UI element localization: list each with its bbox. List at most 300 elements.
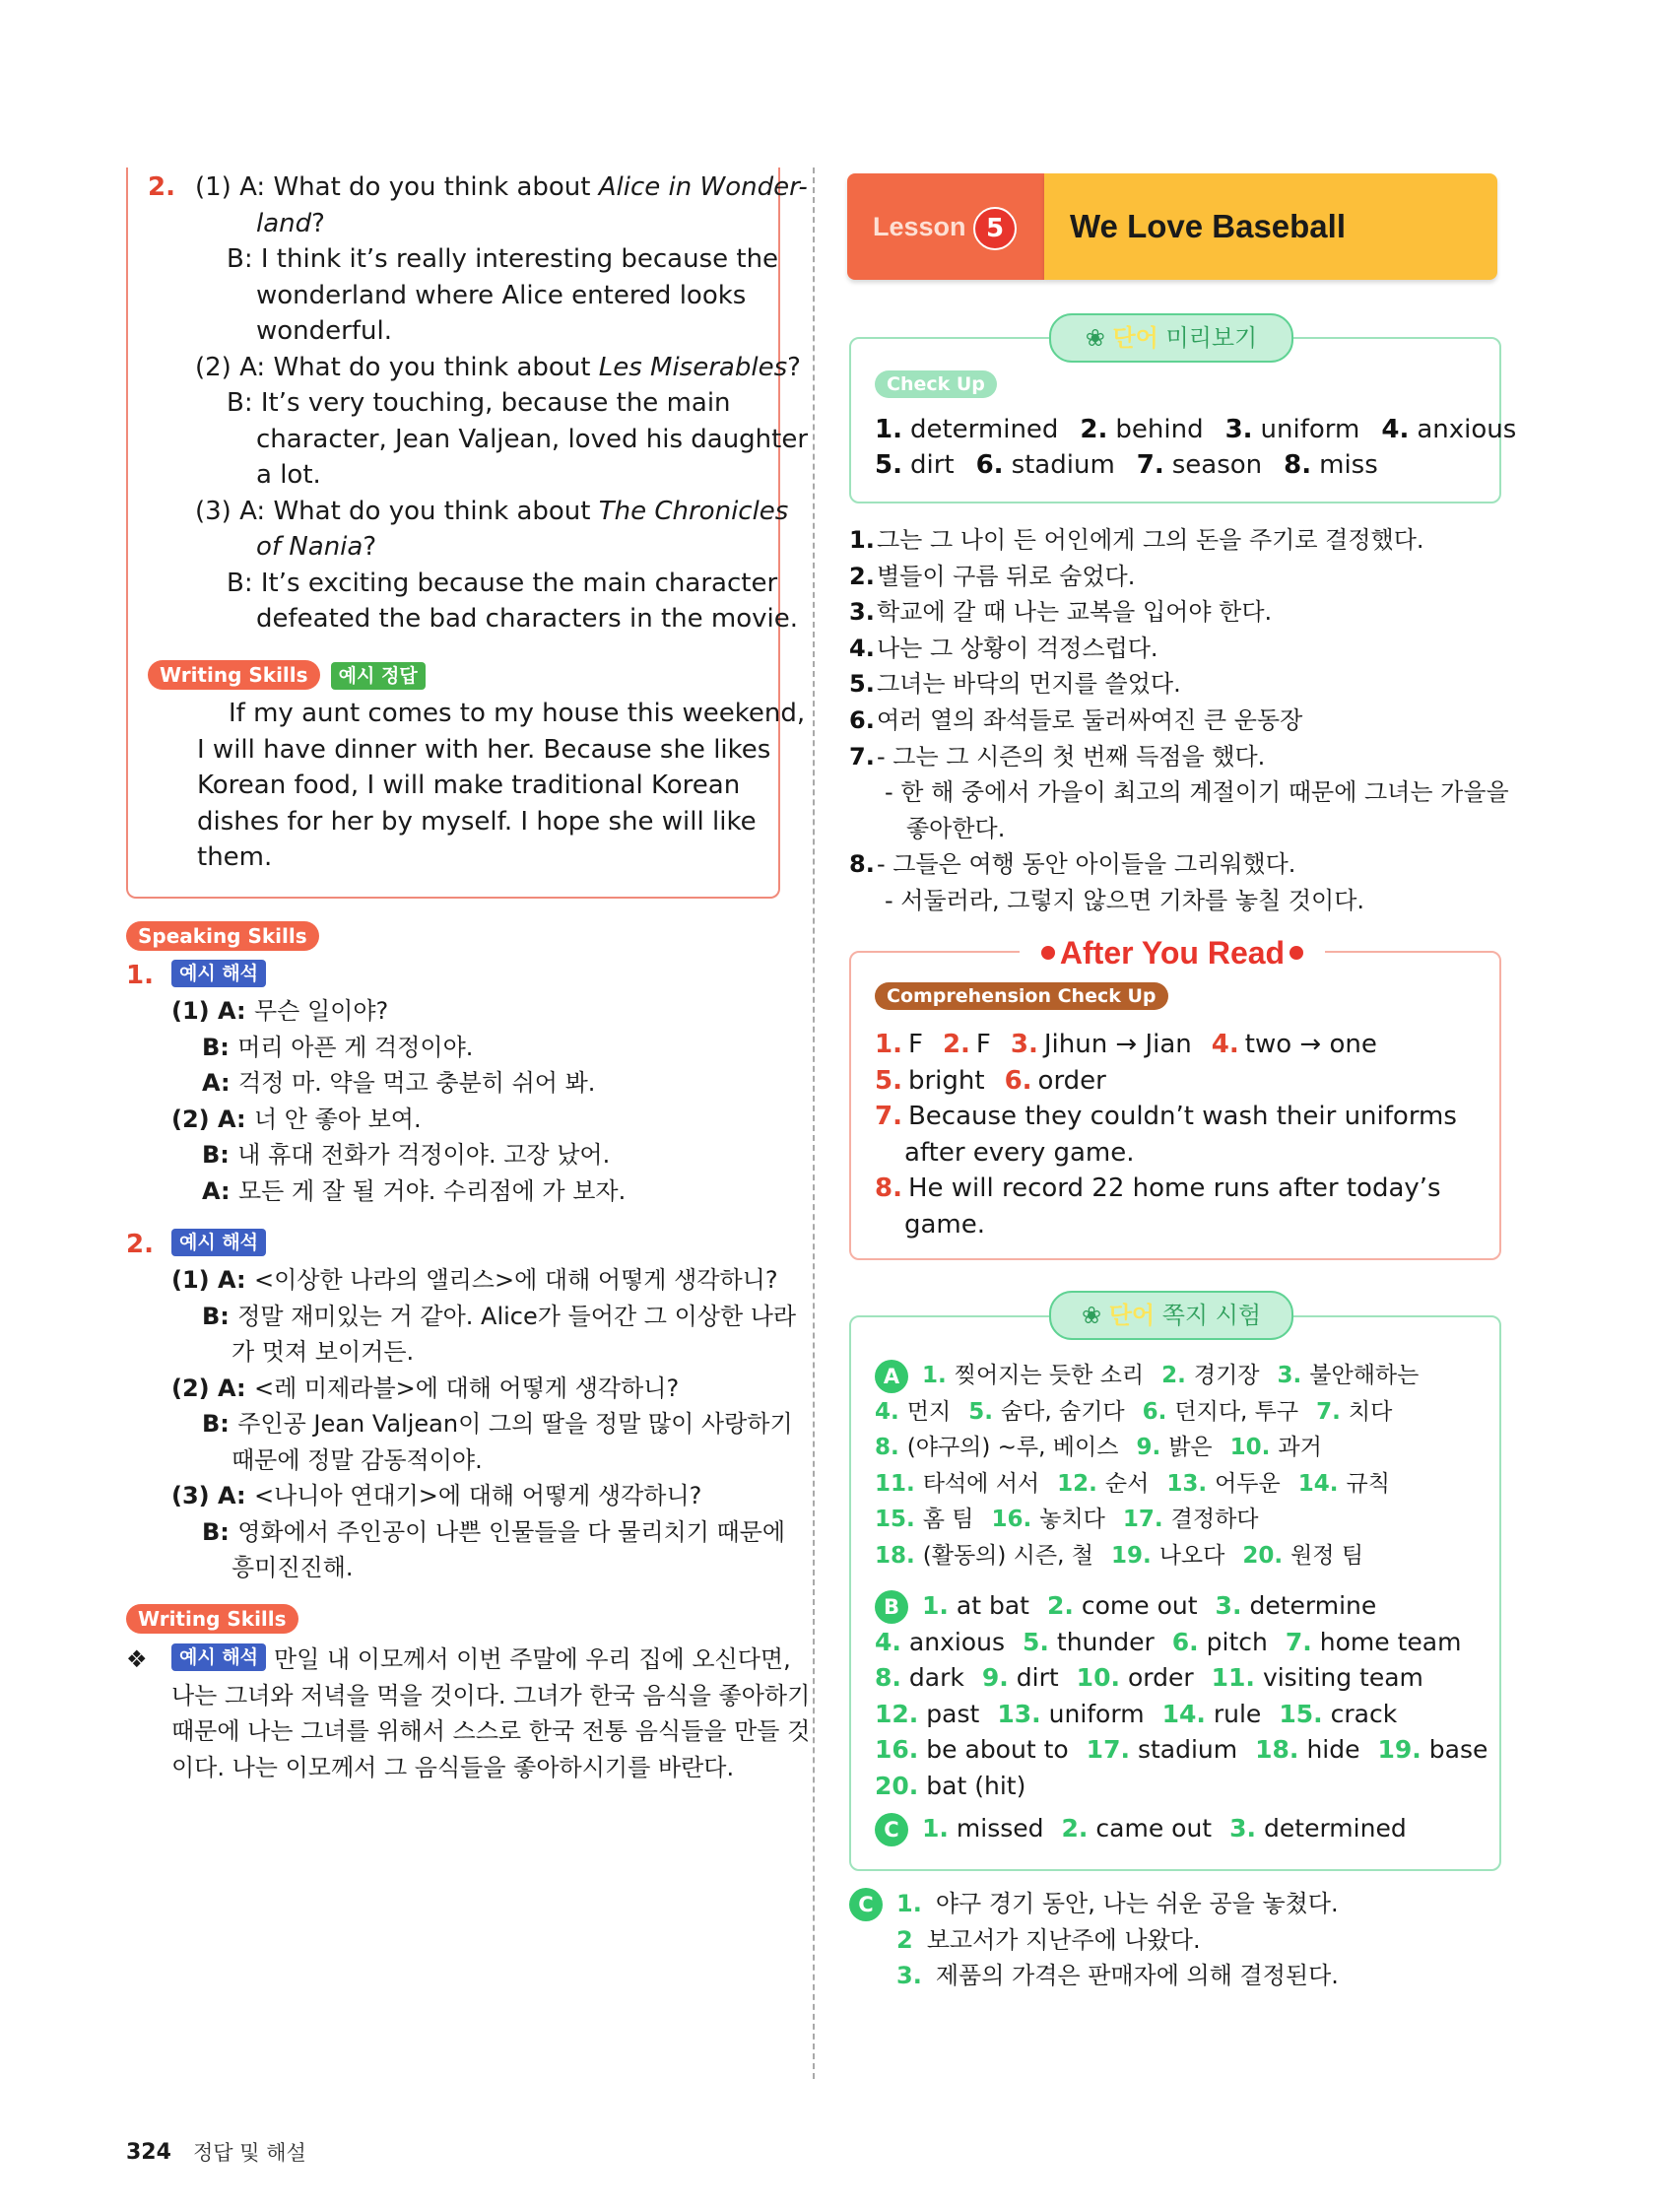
item-text: missed bbox=[956, 1814, 1044, 1843]
item-number: 3. bbox=[1224, 415, 1253, 444]
item-text: behind bbox=[1115, 415, 1204, 444]
item-number: 3. bbox=[1215, 1591, 1242, 1620]
item-number: 18. bbox=[875, 1542, 915, 1569]
section-badge: B bbox=[875, 1590, 908, 1624]
item-number: 2. bbox=[1046, 1591, 1074, 1620]
writing-line: dishes for her by myself. I hope she will like bbox=[197, 806, 757, 837]
item-text: anxious bbox=[908, 1627, 1005, 1656]
quiz-row bbox=[875, 1697, 1397, 1732]
item-number: 8. bbox=[875, 1663, 901, 1692]
item-text: order bbox=[1127, 1663, 1194, 1692]
comp-row bbox=[875, 1171, 1441, 1206]
item-number: 16. bbox=[875, 1735, 919, 1764]
footer-label: 정답 및 해설 bbox=[193, 2141, 306, 2165]
column-divider bbox=[813, 168, 815, 2079]
item-text: 놓치다 bbox=[1039, 1507, 1105, 1532]
item-number: 1. bbox=[849, 526, 875, 554]
dialogue-line bbox=[227, 566, 777, 601]
item-number: 2. bbox=[942, 1030, 970, 1059]
word-quiz-title: ❀ 단어 쪽지 시험 bbox=[1049, 1291, 1293, 1340]
speaker-label: (2) A: bbox=[171, 1105, 254, 1133]
item-text: two → one bbox=[1244, 1030, 1377, 1059]
dialogue-line bbox=[195, 350, 801, 385]
comp-row bbox=[875, 1099, 1457, 1134]
line-text: 정말 재미있는 거 같아. Alice가 들어간 그 이상한 나라 bbox=[237, 1302, 797, 1330]
line-text: 가 멋져 보이거든. bbox=[231, 1338, 415, 1366]
item-text: bright bbox=[907, 1065, 985, 1096]
line-text: a lot. bbox=[256, 460, 321, 490]
item-number: 20. bbox=[875, 1771, 919, 1800]
item-text: be about to bbox=[926, 1735, 1069, 1764]
item-number: 7. bbox=[1136, 450, 1164, 480]
item-number: 1. bbox=[922, 1591, 949, 1620]
checkup-row-2 bbox=[875, 447, 1378, 483]
dialogue-line bbox=[231, 1550, 354, 1585]
item-text: 보고서가 지난주에 나왔다. bbox=[926, 1925, 1201, 1954]
comp-row bbox=[875, 1063, 1106, 1099]
line-text: 영화에서 주인공이 나쁜 인물들을 다 물리치기 때문에 bbox=[237, 1517, 786, 1546]
quiz-row bbox=[875, 1769, 1025, 1804]
speaker-label: A: bbox=[202, 1176, 238, 1205]
after-read-title: After You Read bbox=[1020, 931, 1325, 974]
quiz-row bbox=[875, 1430, 1322, 1465]
line-text: 너 안 좋아 보여. bbox=[253, 1105, 422, 1133]
item-text: rule bbox=[1213, 1699, 1262, 1728]
line-text: ? bbox=[311, 208, 325, 238]
sentence-line bbox=[849, 846, 1295, 882]
line-text: 머리 아픈 게 걱정이야. bbox=[237, 1033, 474, 1061]
sentence-line bbox=[849, 594, 1272, 630]
item-text: visiting team bbox=[1262, 1663, 1423, 1692]
item-number: 11. bbox=[1211, 1663, 1255, 1692]
speaker-label: (2) A: bbox=[171, 1374, 254, 1402]
item-text: crack bbox=[1330, 1699, 1398, 1728]
lesson-number-badge: 5 bbox=[973, 207, 1017, 250]
dialogue-line bbox=[256, 601, 798, 637]
line-text: What do you think about bbox=[273, 352, 599, 382]
lesson-banner bbox=[847, 173, 1497, 280]
quiz-row bbox=[875, 1732, 1488, 1768]
dialogue-line bbox=[256, 529, 376, 565]
sp2-number: 2. bbox=[126, 1230, 154, 1259]
item-number: 8. bbox=[1284, 450, 1312, 480]
item-number: 6. bbox=[1004, 1065, 1032, 1096]
item-number: 17. bbox=[1122, 1507, 1163, 1532]
sentence-line bbox=[885, 883, 1364, 918]
item-text: bat (hit) bbox=[926, 1771, 1026, 1800]
item-number: 14. bbox=[1161, 1699, 1206, 1728]
item-text: 나는 그 상황이 걱정스럽다. bbox=[877, 634, 1158, 662]
line-text: wonderland where Alice entered looks bbox=[256, 280, 747, 310]
item-text: Jihun → Jian bbox=[1043, 1030, 1192, 1059]
dialogue-line bbox=[202, 1514, 785, 1550]
dialogue-line bbox=[195, 169, 808, 205]
leaf-icon: ❀ bbox=[1085, 324, 1113, 352]
item-text: 치다 bbox=[1348, 1398, 1393, 1425]
item-text: determine bbox=[1249, 1591, 1377, 1620]
speaker-label: B: bbox=[227, 244, 261, 274]
item-number: 4. bbox=[849, 634, 875, 662]
checkup-row-1 bbox=[875, 412, 1516, 447]
item-text: season bbox=[1171, 450, 1263, 480]
line-text: What do you think about bbox=[273, 496, 599, 526]
item-text: 홈 팀 bbox=[922, 1507, 974, 1532]
dialogue-line bbox=[256, 278, 746, 313]
item-text: pitch bbox=[1206, 1627, 1268, 1656]
dialogue-line bbox=[256, 422, 808, 457]
item-text: 결정하다 bbox=[1170, 1507, 1259, 1532]
dialogue-line bbox=[202, 1299, 796, 1334]
item-text: at bat bbox=[956, 1591, 1029, 1620]
dialogue-line bbox=[195, 494, 788, 529]
quiz-row bbox=[875, 1466, 1390, 1502]
quiz-row bbox=[875, 1502, 1259, 1537]
dot-icon bbox=[1041, 946, 1055, 960]
writing-line: I will have dinner with her. Because she likes bbox=[197, 734, 771, 765]
item-text: 그녀는 바닥의 먼지를 쓸었다. bbox=[877, 670, 1181, 699]
item-text: 찢어지는 듯한 소리 bbox=[954, 1363, 1145, 1388]
item-number: 11. bbox=[875, 1470, 915, 1497]
line-text: What do you think about bbox=[273, 172, 599, 202]
item-number: 4. bbox=[875, 1627, 901, 1656]
line-text: <이상한 나라의 앨리스>에 대해 어떻게 생각하니? bbox=[253, 1266, 778, 1294]
item-number: 1. bbox=[896, 1890, 922, 1917]
item-number: 1. bbox=[922, 1363, 947, 1388]
item-number: 13. bbox=[1166, 1470, 1208, 1497]
quiz-row bbox=[875, 1394, 1392, 1430]
section-badge: A bbox=[875, 1360, 908, 1393]
item-text: base bbox=[1428, 1735, 1488, 1764]
writing2-tag2: 예시 해석 bbox=[171, 1643, 266, 1671]
item-text: Because they couldn’t wash their uniforms bbox=[907, 1102, 1457, 1131]
item-text: - 그는 그 시즌의 첫 번째 득점을 했다. bbox=[877, 742, 1266, 771]
item-number: 12. bbox=[875, 1699, 919, 1728]
speaker-label: (1) A: bbox=[171, 1266, 254, 1294]
item-text: 타석에 서서 bbox=[922, 1470, 1040, 1497]
c-translation-line bbox=[849, 1886, 1339, 1921]
item-text: order bbox=[1037, 1065, 1106, 1096]
sp2-tag: 예시 해석 bbox=[171, 1229, 266, 1256]
item-number: 7. bbox=[1285, 1627, 1312, 1656]
page-number: 324 bbox=[126, 2140, 171, 2165]
dialogue-line bbox=[202, 1137, 610, 1173]
comprehension-tag: Comprehension Check Up bbox=[875, 982, 1168, 1010]
dialogue-line bbox=[171, 1371, 679, 1406]
item-number: 6. bbox=[975, 450, 1004, 480]
speaker-label: (1) A: bbox=[171, 997, 254, 1025]
item-number: 4. bbox=[875, 1398, 899, 1425]
item-number: 4. bbox=[1381, 415, 1410, 444]
item-number: 15. bbox=[875, 1507, 915, 1532]
item-number: 3. bbox=[896, 1962, 922, 1989]
item-number: 7. bbox=[849, 742, 875, 771]
item-text: hide bbox=[1306, 1735, 1360, 1764]
item-text: 밝은 bbox=[1168, 1435, 1213, 1460]
title-italic: Les Miserables bbox=[598, 352, 788, 382]
line-text: character, Jean Valjean, loved his daughter bbox=[256, 424, 809, 454]
item-text: 여러 열의 좌석들로 둘러싸여진 큰 운동장 bbox=[877, 706, 1303, 734]
lesson-title: We Love Baseball bbox=[1070, 208, 1347, 244]
item-text: 원정 팀 bbox=[1290, 1542, 1364, 1569]
item-number: 1. bbox=[875, 415, 902, 444]
quiz-row bbox=[875, 1358, 1419, 1393]
title-italic: The Chronicles bbox=[598, 496, 789, 526]
c-translation-line bbox=[849, 1958, 1339, 1993]
line-text: I think it’s really interesting because the bbox=[260, 244, 779, 274]
item-number: 8. bbox=[849, 850, 875, 879]
speaker-label: (3) A: bbox=[171, 1482, 254, 1509]
item-number: 6. bbox=[1171, 1627, 1199, 1656]
comp-row bbox=[875, 1027, 1377, 1062]
dialogue-line bbox=[202, 1030, 473, 1065]
sp1-number: 1. bbox=[126, 961, 154, 990]
item-number: 1. bbox=[875, 1030, 902, 1059]
left-q2-number: 2. bbox=[148, 172, 175, 202]
quiz-row bbox=[875, 1811, 1407, 1846]
speaker-label: B: bbox=[227, 568, 261, 598]
item-text: He will record 22 home runs after today’s bbox=[907, 1173, 1441, 1203]
item-text: after every game. bbox=[904, 1137, 1135, 1168]
item-text: uniform bbox=[1048, 1699, 1145, 1728]
item-text: F bbox=[907, 1030, 923, 1059]
item-text: 규칙 bbox=[1346, 1470, 1390, 1497]
writing2-bullet: ❖ bbox=[126, 1645, 148, 1673]
item-number: 5. bbox=[875, 450, 902, 480]
speaker-label: B: bbox=[227, 388, 261, 418]
line-text: <레 미제라블>에 대해 어떻게 생각하니? bbox=[253, 1374, 680, 1402]
item-number: 4. bbox=[1211, 1030, 1239, 1059]
section-badge: C bbox=[875, 1813, 908, 1846]
sentence-line bbox=[849, 703, 1302, 738]
translation-line: 때문에 나는 그녀를 위해서 스스로 한국 전통 음식들을 만들 것 bbox=[171, 1717, 811, 1745]
line-text: 무슨 일이야? bbox=[253, 997, 389, 1025]
dialogue-line bbox=[202, 1065, 595, 1101]
writing-line: Korean food, I will make traditional Korean bbox=[197, 771, 741, 800]
item-number: 9. bbox=[981, 1663, 1009, 1692]
item-number: 2. bbox=[1161, 1363, 1186, 1388]
item-number: 12. bbox=[1057, 1470, 1097, 1497]
item-text: thunder bbox=[1056, 1627, 1155, 1656]
dialogue-line bbox=[202, 1173, 626, 1209]
item-text: anxious bbox=[1417, 415, 1517, 444]
sentence-line bbox=[849, 559, 1135, 594]
item-text: 별들이 구름 뒤로 숨었다. bbox=[877, 562, 1136, 590]
item-text: 제품의 가격은 판매자에 의해 결정된다. bbox=[935, 1962, 1339, 1989]
item-text: 어두운 bbox=[1215, 1470, 1281, 1497]
item-number: 17. bbox=[1086, 1735, 1130, 1764]
writing-line: If my aunt comes to my house this weekend, bbox=[229, 699, 806, 728]
item-text: game. bbox=[904, 1209, 986, 1240]
item-number: 5. bbox=[875, 1065, 902, 1096]
item-text: home team bbox=[1319, 1627, 1462, 1656]
title-italic: land bbox=[256, 208, 312, 238]
line-text: 주인공 Jean Valjean이 그의 딸을 정말 많이 사랑하기 bbox=[237, 1410, 793, 1438]
item-number: 6. bbox=[1142, 1398, 1167, 1425]
line-text: 모든 게 잘 될 거야. 수리점에 가 보자. bbox=[237, 1176, 627, 1205]
dialogue-line bbox=[171, 1478, 701, 1513]
item-number: 8. bbox=[875, 1173, 902, 1203]
item-number: 14. bbox=[1297, 1470, 1339, 1497]
item-text: stadium bbox=[1011, 450, 1115, 480]
checkup-tag: Check Up bbox=[875, 370, 997, 398]
dialogue-line bbox=[227, 385, 731, 421]
item-text: 야구 경기 동안, 나는 쉬운 공을 놓쳤다. bbox=[935, 1890, 1339, 1917]
item-text: determined bbox=[1264, 1814, 1407, 1843]
quiz-row bbox=[875, 1660, 1423, 1696]
comp-row bbox=[904, 1207, 985, 1242]
item-number: 10. bbox=[1229, 1435, 1271, 1460]
c-translation-line bbox=[849, 1922, 1201, 1958]
item-text: 좋아한다. bbox=[906, 814, 1006, 842]
line-text: 내 휴대 전화가 걱정이야. 고장 났어. bbox=[237, 1141, 611, 1169]
item-number: 3. bbox=[849, 598, 875, 627]
item-text: - 한 해 중에서 가을이 최고의 계절이기 때문에 그녀는 가을을 bbox=[885, 778, 1509, 807]
item-text: - 그들은 여행 동안 아이들을 그리워했다. bbox=[877, 850, 1296, 879]
translation-line: 나는 그녀와 저녁을 먹을 것이다. 그녀가 한국 음식을 좋아하기 bbox=[171, 1681, 811, 1709]
lesson-label: Lesson bbox=[873, 212, 966, 241]
item-number: 2 bbox=[896, 1925, 913, 1954]
item-text: determined bbox=[909, 415, 1059, 444]
line-text: 때문에 정말 감동적이야. bbox=[231, 1445, 483, 1474]
item-text: miss bbox=[1319, 450, 1378, 480]
item-number: 3. bbox=[1010, 1030, 1038, 1059]
item-number: 15. bbox=[1279, 1699, 1323, 1728]
item-text: dark bbox=[908, 1663, 964, 1692]
dialogue-line bbox=[256, 206, 325, 241]
dialogue-line bbox=[202, 1406, 793, 1441]
speaker-label: A: bbox=[202, 1069, 238, 1097]
dialogue-line bbox=[231, 1442, 483, 1478]
writing-line: them. bbox=[197, 842, 273, 872]
speaker-label: B: bbox=[202, 1302, 238, 1330]
item-number: 5. bbox=[968, 1398, 993, 1425]
sentence-line bbox=[849, 631, 1158, 666]
item-number: 8. bbox=[875, 1435, 899, 1460]
item-number: 13. bbox=[997, 1699, 1041, 1728]
line-text: <나니아 연대기>에 대해 어떻게 생각하니? bbox=[253, 1482, 702, 1509]
sp1-tag: 예시 해석 bbox=[171, 960, 266, 987]
item-number: 6. bbox=[849, 706, 875, 734]
dialogue-line bbox=[256, 313, 392, 349]
dot-icon bbox=[1289, 946, 1303, 960]
item-number: 2. bbox=[849, 562, 875, 590]
writing2-tag: Writing Skills bbox=[126, 1604, 298, 1634]
item-text: 먼지 bbox=[906, 1398, 952, 1425]
item-number: 1. bbox=[922, 1814, 949, 1843]
item-number: 5. bbox=[1022, 1627, 1049, 1656]
item-number: 2. bbox=[1061, 1814, 1089, 1843]
example-answer-tag: 예시 정답 bbox=[331, 662, 426, 690]
translation-line: 이다. 나는 이모께서 그 음식들을 좋아하시기를 바란다. bbox=[171, 1753, 735, 1781]
item-number: 16. bbox=[991, 1507, 1032, 1532]
dialogue-line bbox=[227, 241, 778, 277]
writing-skills-tag: Writing Skills bbox=[148, 660, 320, 690]
quiz-row bbox=[875, 1538, 1363, 1574]
writing-skills-row bbox=[148, 660, 426, 690]
sentence-line bbox=[885, 774, 1509, 810]
line-text: 걱정 마. 약을 먹고 충분히 쉬어 봐. bbox=[237, 1069, 596, 1097]
line-text: 흥미진진해. bbox=[231, 1554, 354, 1581]
item-number: 18. bbox=[1255, 1735, 1299, 1764]
item-text: 숨다, 숨기다 bbox=[1000, 1398, 1125, 1425]
dialogue-line bbox=[171, 1262, 778, 1298]
section-badge: C bbox=[849, 1888, 883, 1921]
speaker-label: B: bbox=[202, 1033, 238, 1061]
line-text: defeated the bad characters in the movie. bbox=[256, 604, 798, 634]
item-number: 19. bbox=[1110, 1542, 1152, 1569]
item-text: 그는 그 나이 든 어인에게 그의 돈을 주기로 결정했다. bbox=[877, 526, 1424, 554]
dialogue-line bbox=[171, 1102, 422, 1137]
line-text: ? bbox=[363, 532, 377, 562]
item-number: 10. bbox=[1076, 1663, 1120, 1692]
title-italic: of Nania bbox=[256, 532, 364, 562]
item-text: 경기장 bbox=[1193, 1363, 1260, 1388]
item-text: 던지다, 투구 bbox=[1174, 1398, 1299, 1425]
quiz-row bbox=[875, 1588, 1376, 1624]
item-number: 5. bbox=[849, 670, 875, 699]
item-number: 2. bbox=[1080, 415, 1108, 444]
item-text: 불안해하는 bbox=[1309, 1363, 1420, 1388]
item-text: 학교에 갈 때 나는 교복을 입어야 한다. bbox=[877, 598, 1273, 627]
item-text: dirt bbox=[1016, 1663, 1059, 1692]
title-italic: Alice in Wonder- bbox=[598, 172, 808, 202]
speaker-label: B: bbox=[202, 1517, 238, 1546]
item-text: 나오다 bbox=[1158, 1542, 1225, 1569]
speaker-label: (2) A: bbox=[195, 352, 274, 382]
item-text: - 서둘러라, 그렇지 않으면 기차를 놓칠 것이다. bbox=[885, 887, 1365, 914]
item-number: 3. bbox=[1229, 1814, 1257, 1843]
item-text: 순서 bbox=[1104, 1470, 1150, 1497]
sentence-line bbox=[849, 666, 1181, 702]
sentence-line bbox=[906, 811, 1005, 846]
item-text: F bbox=[975, 1030, 991, 1059]
item-number: 9. bbox=[1136, 1435, 1161, 1460]
line-text: It’s very touching, because the main bbox=[260, 388, 731, 418]
dialogue-line bbox=[256, 457, 321, 493]
item-text: came out bbox=[1095, 1814, 1213, 1843]
item-text: past bbox=[926, 1699, 980, 1728]
speaker-label: (3) A: bbox=[195, 496, 274, 526]
speaker-label: (1) A: bbox=[195, 172, 274, 202]
item-number: 20. bbox=[1242, 1542, 1284, 1569]
speaking-skills-tag: Speaking Skills bbox=[126, 921, 319, 951]
line-text: It’s exciting because the main character bbox=[260, 568, 778, 598]
sentence-line bbox=[849, 739, 1265, 774]
item-text: stadium bbox=[1137, 1735, 1238, 1764]
line-text: wonderful. bbox=[256, 316, 392, 346]
item-text: come out bbox=[1081, 1591, 1198, 1620]
quiz-row bbox=[875, 1625, 1461, 1660]
item-text: dirt bbox=[909, 450, 955, 480]
line-text: ? bbox=[787, 352, 801, 382]
dialogue-line bbox=[171, 993, 388, 1029]
item-number: 19. bbox=[1377, 1735, 1422, 1764]
dialogue-line bbox=[231, 1334, 414, 1370]
leaf-icon: ❀ bbox=[1081, 1302, 1109, 1329]
comp-row bbox=[904, 1135, 1135, 1171]
item-number: 7. bbox=[1316, 1398, 1341, 1425]
word-preview-title: ❀ 단어 미리보기 bbox=[1049, 313, 1293, 363]
speaker-label: B: bbox=[202, 1410, 238, 1438]
item-text: 과거 bbox=[1278, 1435, 1322, 1460]
item-number: 3. bbox=[1277, 1363, 1302, 1388]
translation-line: 만일 내 이모께서 이번 주말에 우리 집에 오신다면, bbox=[274, 1645, 791, 1673]
speaker-label: B: bbox=[202, 1141, 238, 1169]
sentence-line bbox=[849, 522, 1424, 558]
item-text: (야구의) ~루, 베이스 bbox=[906, 1435, 1119, 1460]
item-number: 7. bbox=[875, 1102, 902, 1131]
item-text: (활동의) 시즌, 철 bbox=[922, 1542, 1093, 1569]
